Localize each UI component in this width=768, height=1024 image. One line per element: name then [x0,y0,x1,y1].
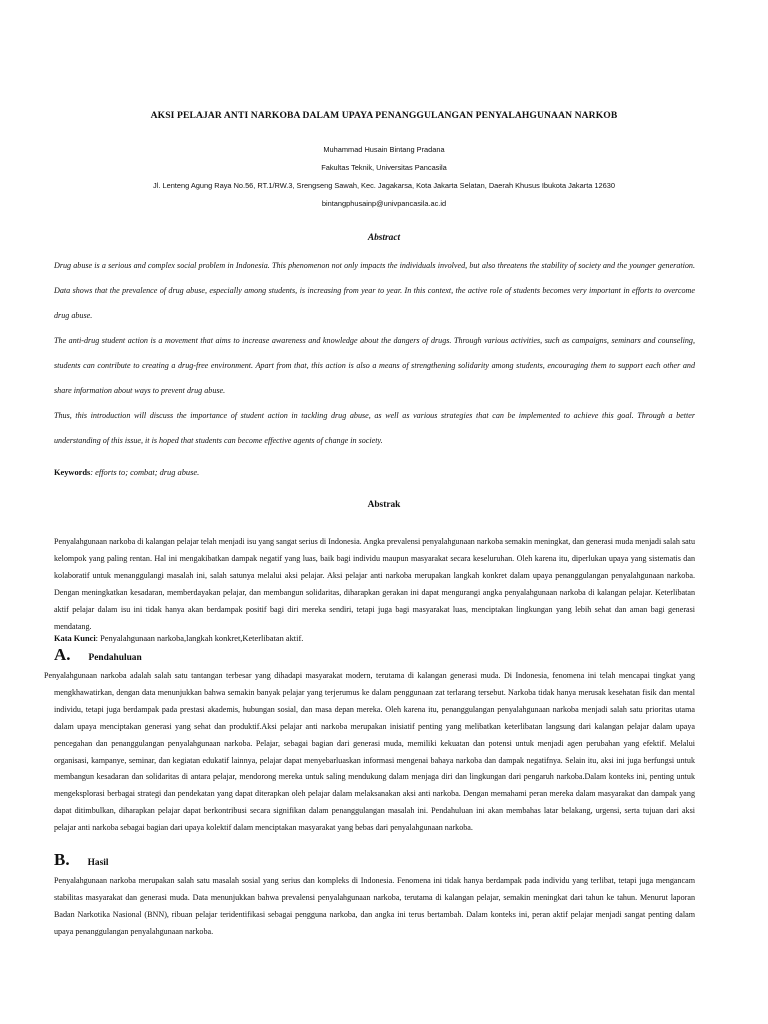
section-paragraph: Penyalahgunaan narkoba merupakan salah satu masalah sosial yang serius dan kompleks di Indonesia. Fenomena ini tidak hanya berdampak pada individu yang terlibat, tetapi juga mengancam stabilitas masyarakat dan generasi muda. Data menunjukkan bahwa prevalensi penyalahgunaan narkoba, terutama di kalangan pelajar, semakin meningkat dari tahun ke tahun. Menurut laporan Badan Narkotika Nasional (BNN), ribuan pelajar teridentifikasi sebagai pengguna narkoba, dan angka ini terus bertambah. Dalam konteks ini, peran aktif pelajar menjadi sangat penting dalam upaya penanggulangan penyalahgunaan narkoba. [54,876,695,936]
section-title: Pendahuluan [88,653,142,663]
abstract-paragraph: Thus, this introduction will discuss the importance of student action in tackling drug abuse, as well as various strategies that can be implemented to achieve this goal. Through a better understanding of this issue, it is hoped that students can become effective agents of change in society. [54,411,695,445]
section-title: Hasil [87,858,109,868]
section-heading [54,645,142,665]
author-name: Muhammad Husain Bintang Pradana [323,145,445,154]
abstract-paragraph: The anti-drug student action is a movement that aims to increase awareness and knowledge about the dangers of drugs. Through various activities, such as campaigns, seminars and counseling, students can contribute to creating a drug-free environment. Apart from that, this action is also a means of strengthening solidarity among students, encouraging them to support each other and share information about ways to prevent drug abuse. [54,336,695,395]
keywords-value: : efforts to; combat; drug abuse. [90,468,200,477]
abstrak-heading: Abstrak [367,500,401,510]
section-letter: A. [54,645,71,664]
section-body [54,873,695,941]
paper-title: AKSI PELAJAR ANTI NARKOBA DALAM UPAYA PENANGGULANGAN PENYALAHGUNAAN NARKOB [150,110,618,121]
kata-kunci-value: : Penyalahgunaan narkoba,langkah konkret,Keterlibatan aktif. [95,634,304,643]
section-heading [54,850,108,870]
kata-kunci-line [54,634,303,643]
abstract-body [54,253,695,453]
address: Jl. Lenteng Agung Raya No.56, RT.1/RW.3, Srengseng Sawah, Kec. Jagakarsa, Kota Jakarta Selatan, Daerah Khusus Ibukota Jakarta 12630 [153,181,615,190]
abstract-paragraph: Drug abuse is a serious and complex social problem in Indonesia. This phenomenon not only impacts the individuals involved, but also threatens the stability of society and the younger generation. Data shows that the prevalence of drug abuse, especially among students, is increasing from year to year. In this context, the active role of students becomes very important in efforts to overcome drug abuse. [54,261,695,320]
section-letter: B. [54,850,70,869]
abstrak-body: Penyalahgunaan narkoba di kalangan pelajar telah menjadi isu yang sangat serius di Indonesia. Angka prevalensi penyalahgunaan narkoba semakin meningkat, dan generasi muda menjadi salah satu kelompok yang paling rentan. Hal ini mengakibatkan dampak negatif yang luas, baik bagi individu maupun masyarakat secara keseluruhan. Oleh karena itu, diperlukan upaya yang sistematis dan kolaboratif untuk menanggulangi masalah ini, salah satunya melalui aksi pelajar. Aksi pelajar anti narkoba merupakan langkah konkret dalam upaya penanggulangan penyalahgunaan narkoba. Dengan meningkatkan kesadaran, memberdayakan pelajar, dan membangun solidaritas, diharapkan gerakan ini dapat mengurangi angka penyalahgunaan narkoba di kalangan pelajar. Keterlibatan aktif pelajar dalam isu ini tidak hanya akan berdampak positif bagi diri mereka sendiri, tetapi juga bagi masyarakat luas, menciptakan lingkungan yang lebih sehat dan aman bagi generasi mendatang. [54,537,695,632]
keywords-line [54,468,199,477]
affiliation: Fakultas Teknik, Universitas Pancasila [321,163,447,172]
abstract-heading: Abstract [367,233,401,243]
section-paragraph: Penyalahgunaan narkoba adalah salah satu tantangan terbesar yang dihadapi masyarakat modern, terutama di kalangan generasi muda. Di Indonesia, fenomena ini telah mencapai tingkat yang mengkhawatirkan, dengan data menunjukkan bahwa semakin banyak pelajar yang terjerumus ke dalam penggunaan zat terlarang tersebut. Narkoba tidak hanya merusak kesehatan fisik dan mental individu, tetapi juga berdampak pada prestasi akademis, hubungan sosial, dan masa depan mereka. Oleh karena itu, penanggulangan penyalahgunaan narkoba menjadi salah satu prioritas utama dalam upaya menciptakan generasi yang sehat dan produktif.Aksi pelajar anti narkoba merupakan inisiatif penting yang melibatkan keterlibatan langsung dari kalangan pelajar dalam upaya pencegahan dan penanggulangan penyalahgunaan narkoba. Pelajar, sebagai bagian dari generasi muda, memiliki kekuatan dan potensi untuk menjadi agen perubahan yang efektif. Melalui organisasi, kampanye, seminar, dan kegiatan edukatif lainnya, pelajar dapat menyebarluaskan informasi mengenai bahaya narkoba dan dampak negatifnya. Selain itu, aksi ini juga berfungsi untuk membangun kesadaran dan solidaritas di antara pelajar, mendorong mereka untuk saling mendukung dalam menjaga diri dan lingkungan dari pengaruh narkoba.Dalam konteks ini, penting untuk mengeksplorasi berbagai strategi dan pendekatan yang dapat diterapkan oleh pelajar dalam melaksanakan aksi anti narkoba. Dengan memahami peran mereka dalam masyarakat dan dampak yang dapat ditimbulkan, diharapkan pelajar dapat berkontribusi secara signifikan dalam penanggulangan masalah ini. Pendahuluan ini akan membahas latar belakang, urgensi, serta tujuan dari aksi pelajar anti narkoba sebagai bagian dari upaya kolektif dalam menciptakan masyarakat yang bebas dari penyalahgunaan narkoba. [44,671,695,833]
email: bintangphusainp@univpancasila.ac.id [321,199,447,208]
keywords-label: Keywords [54,468,91,477]
kata-kunci-label: Kata Kunci [54,634,96,643]
section-body [44,668,695,837]
